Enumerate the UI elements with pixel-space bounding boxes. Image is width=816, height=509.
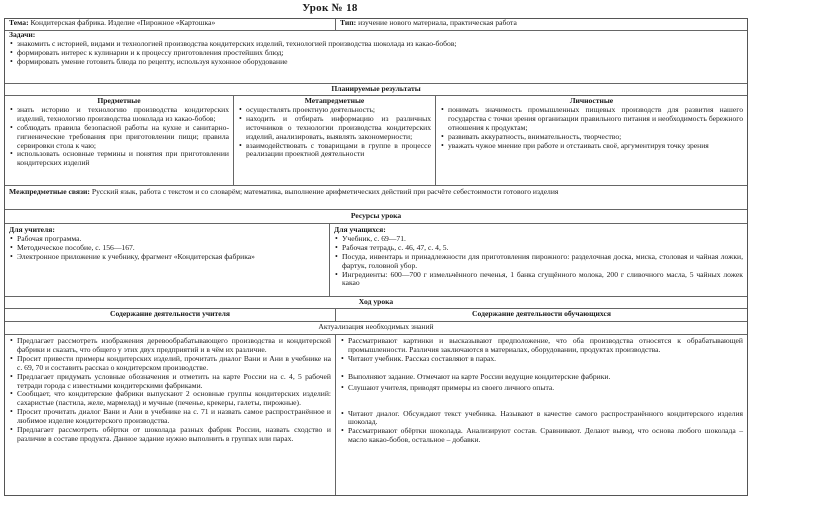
interdisciplinary-row [5, 185, 747, 210]
personal-item: • понимать значимость промышленных пищевых производств для развития нашего государства с точки зрения организации правильного питания и необходимость бережного отношения к продуктам; [440, 106, 743, 133]
teacher-resource-item: • Электронное приложение к учебнику, фрагмент «Кондитерская фабрика» [9, 253, 325, 262]
type-label: Тип: [340, 18, 357, 27]
meta-heading: Метапредметные [304, 96, 365, 105]
meta-item: • взаимодействовать с товарищами в группе в процессе реализации проектной деятельности [238, 142, 431, 160]
lesson-flow-heading: Ход урока [358, 297, 394, 306]
subject-heading: Предметные [97, 96, 141, 105]
subject-results [5, 96, 233, 186]
student-resource-item: • Посуда, инвентарь и принадлежности для приготовления пирожного: разделочная доска, миска, столовая и чайная ложки, фартук, головной убор. [334, 253, 743, 271]
task-item: • знакомить с историей, видами и технологией производства кондитерских изделий, технологией производства шоколада из какао-бобов; [9, 40, 743, 49]
resources-row [5, 223, 747, 296]
personal-item: • развивать аккуратность, внимательность, творчество; [440, 133, 743, 142]
teacher-resources-label: Для учителя: [9, 225, 55, 234]
personal-heading: Личностные [569, 96, 614, 105]
student-resources [330, 224, 747, 296]
interdisciplinary-value: Русский язык, работа с текстом и со словарём; математика, выполнение арифметических действий при расчёте себестоимости готового изделия [91, 187, 559, 196]
resources-heading-row [5, 209, 747, 223]
teacher-activity-item: • Предлагает придумать условные обозначения и отметить на карте России на с. 4, 5 рабочей тетради города с известными кондитерскими фабриками. [9, 373, 331, 391]
meta-item: • осуществлять проектную деятельность; [238, 106, 431, 115]
teacher-activity-item: • Предлагает рассмотреть изображения деревообрабатывающего производства и кондитерской фабрики и сказать, что общего у этих двух предприятий и в чём их различие. [9, 337, 331, 355]
teacher-activity-item: • Предлагает рассмотреть обёртки от шоколада разных фабрик России, назвать сходство и различие в составе продукта. Данное задание нужно выполнить в группах или парах. [9, 426, 331, 444]
lesson-flow-heading-row [5, 296, 747, 308]
meta-item: • находить и отбирать информацию из различных источников о технологии производства кондитерских изделий, анализировать, выявлять закономерности; [238, 115, 431, 142]
student-activity-item: • Читают учебник. Рассказ составляют в парах. [340, 355, 743, 364]
planned-results-heading: Планируемые результаты [331, 84, 421, 93]
student-activity-item: • Слушают учителя, приводят примеры из своего личного опыта. [340, 384, 743, 393]
topic-row [5, 19, 747, 30]
student-resource-item: • Учебник, с. 69—71. [334, 235, 743, 244]
student-activity-column-header: Содержание деятельности обучающихся [472, 309, 611, 318]
student-resource-item: • Рабочая тетрадь, с. 46, 47, с. 4, 5. [334, 244, 743, 253]
teacher-activities [5, 335, 335, 495]
topic-cell [5, 19, 335, 30]
tasks-label: Задачи: [9, 30, 36, 39]
tasks-list [9, 40, 743, 67]
personal-results [436, 96, 747, 186]
teacher-resource-item: • Рабочая программа. [9, 235, 325, 244]
task-item: • формировать умение готовить блюда по рецепту, используя кухонное оборудование [9, 58, 743, 67]
lesson-title: Урок № 18 [302, 2, 358, 14]
student-activity-item: • Рассматривают картинки и высказывают предположение, что оба производства относятся к обрабатывающей промышленности. Различия заключаются в материалах, оборудовании, продуктах производства. [340, 337, 743, 355]
student-activities [336, 335, 747, 495]
interdisciplinary-label: Межпредметные связи: [9, 187, 90, 196]
personal-item: • уважать чужое мнение при работе и отстаивать своё, аргументируя точку зрения [440, 142, 743, 151]
student-activity-item: • Рассматривают обёртки шоколада. Анализируют состав. Сравнивают. Делают вывод, что основа любого шоколада – масло какао-бобов, остальное – добавки. [340, 427, 743, 445]
lesson-flow-columns-row [5, 308, 747, 321]
student-resources-label: Для учащихся: [334, 225, 386, 234]
teacher-activity-item: • Сообщает, что кондитерские фабрики выпускают 2 основные группы кондитерских изделий: сахаристые (пастила, желе, мармелад) и мучные (печенье, крекеры, галеты, пирожные). [9, 390, 331, 408]
type-cell [336, 19, 747, 30]
meta-results [234, 96, 435, 186]
subject-item: • соблюдать правила безопасной работы на кухне и санитарно-гигиенические требования при приготовлении пищи; правила сервировки стола к чаю; [9, 124, 229, 151]
teacher-activity-item: • Просит привести примеры кондитерских изделий, прочитать диалог Вани и Ани в учебнике на с. 69, 70 и составить рассказ о кондитерском производстве. [9, 355, 331, 373]
resources-heading: Ресурсы урока [350, 211, 402, 220]
task-item: • формировать интерес к кулинарии и к процессу приготовления простейших блюд; [9, 49, 743, 58]
teacher-resources [5, 224, 329, 296]
teacher-activity-column-header: Содержание деятельности учителя [110, 309, 230, 318]
type-value: изучение нового материала, практическая работа [358, 18, 517, 27]
topic-label: Тема: [9, 18, 29, 27]
student-resource-item: • Ингредиенты: 600—700 г измельчённого печенья, 1 банка сгущённого молока, 200 г сливочного масла, 5 чайных ложек какао [334, 271, 743, 289]
tasks-row [5, 30, 747, 71]
teacher-resource-item: • Методическое пособие, с. 156—167. [9, 244, 325, 253]
subject-item: • использовать основные термины и понятия при приготовлении кондитерских изделий [9, 150, 229, 168]
activities-row [5, 334, 747, 495]
planned-results-row [5, 95, 747, 186]
topic-value: Кондитерская фабрика. Изделие «Пирожное «Картошка» [30, 18, 216, 27]
subject-item: • знать историю и технологию производства кондитерских изделий, технологию производства шоколада из какао-бобов; [9, 106, 229, 124]
lesson-plan-table [4, 18, 748, 496]
student-activity-item: • Читают диалог. Обсуждают текст учебника. Называют в качестве самого распространённого кондитерского изделия шоколад. [340, 410, 743, 428]
stage-title: Актуализация необходимых знаний [318, 322, 434, 331]
student-activity-item: • Выполняют задание. Отмечают на карте России ведущие кондитерские фабрики. [340, 373, 743, 382]
stage-row [5, 321, 747, 334]
teacher-activity-item: • Просит прочитать диалог Вани и Ани в учебнике на с. 71 и назвать самое распространённое и любимое изделие кондитерского производства. [9, 408, 331, 426]
